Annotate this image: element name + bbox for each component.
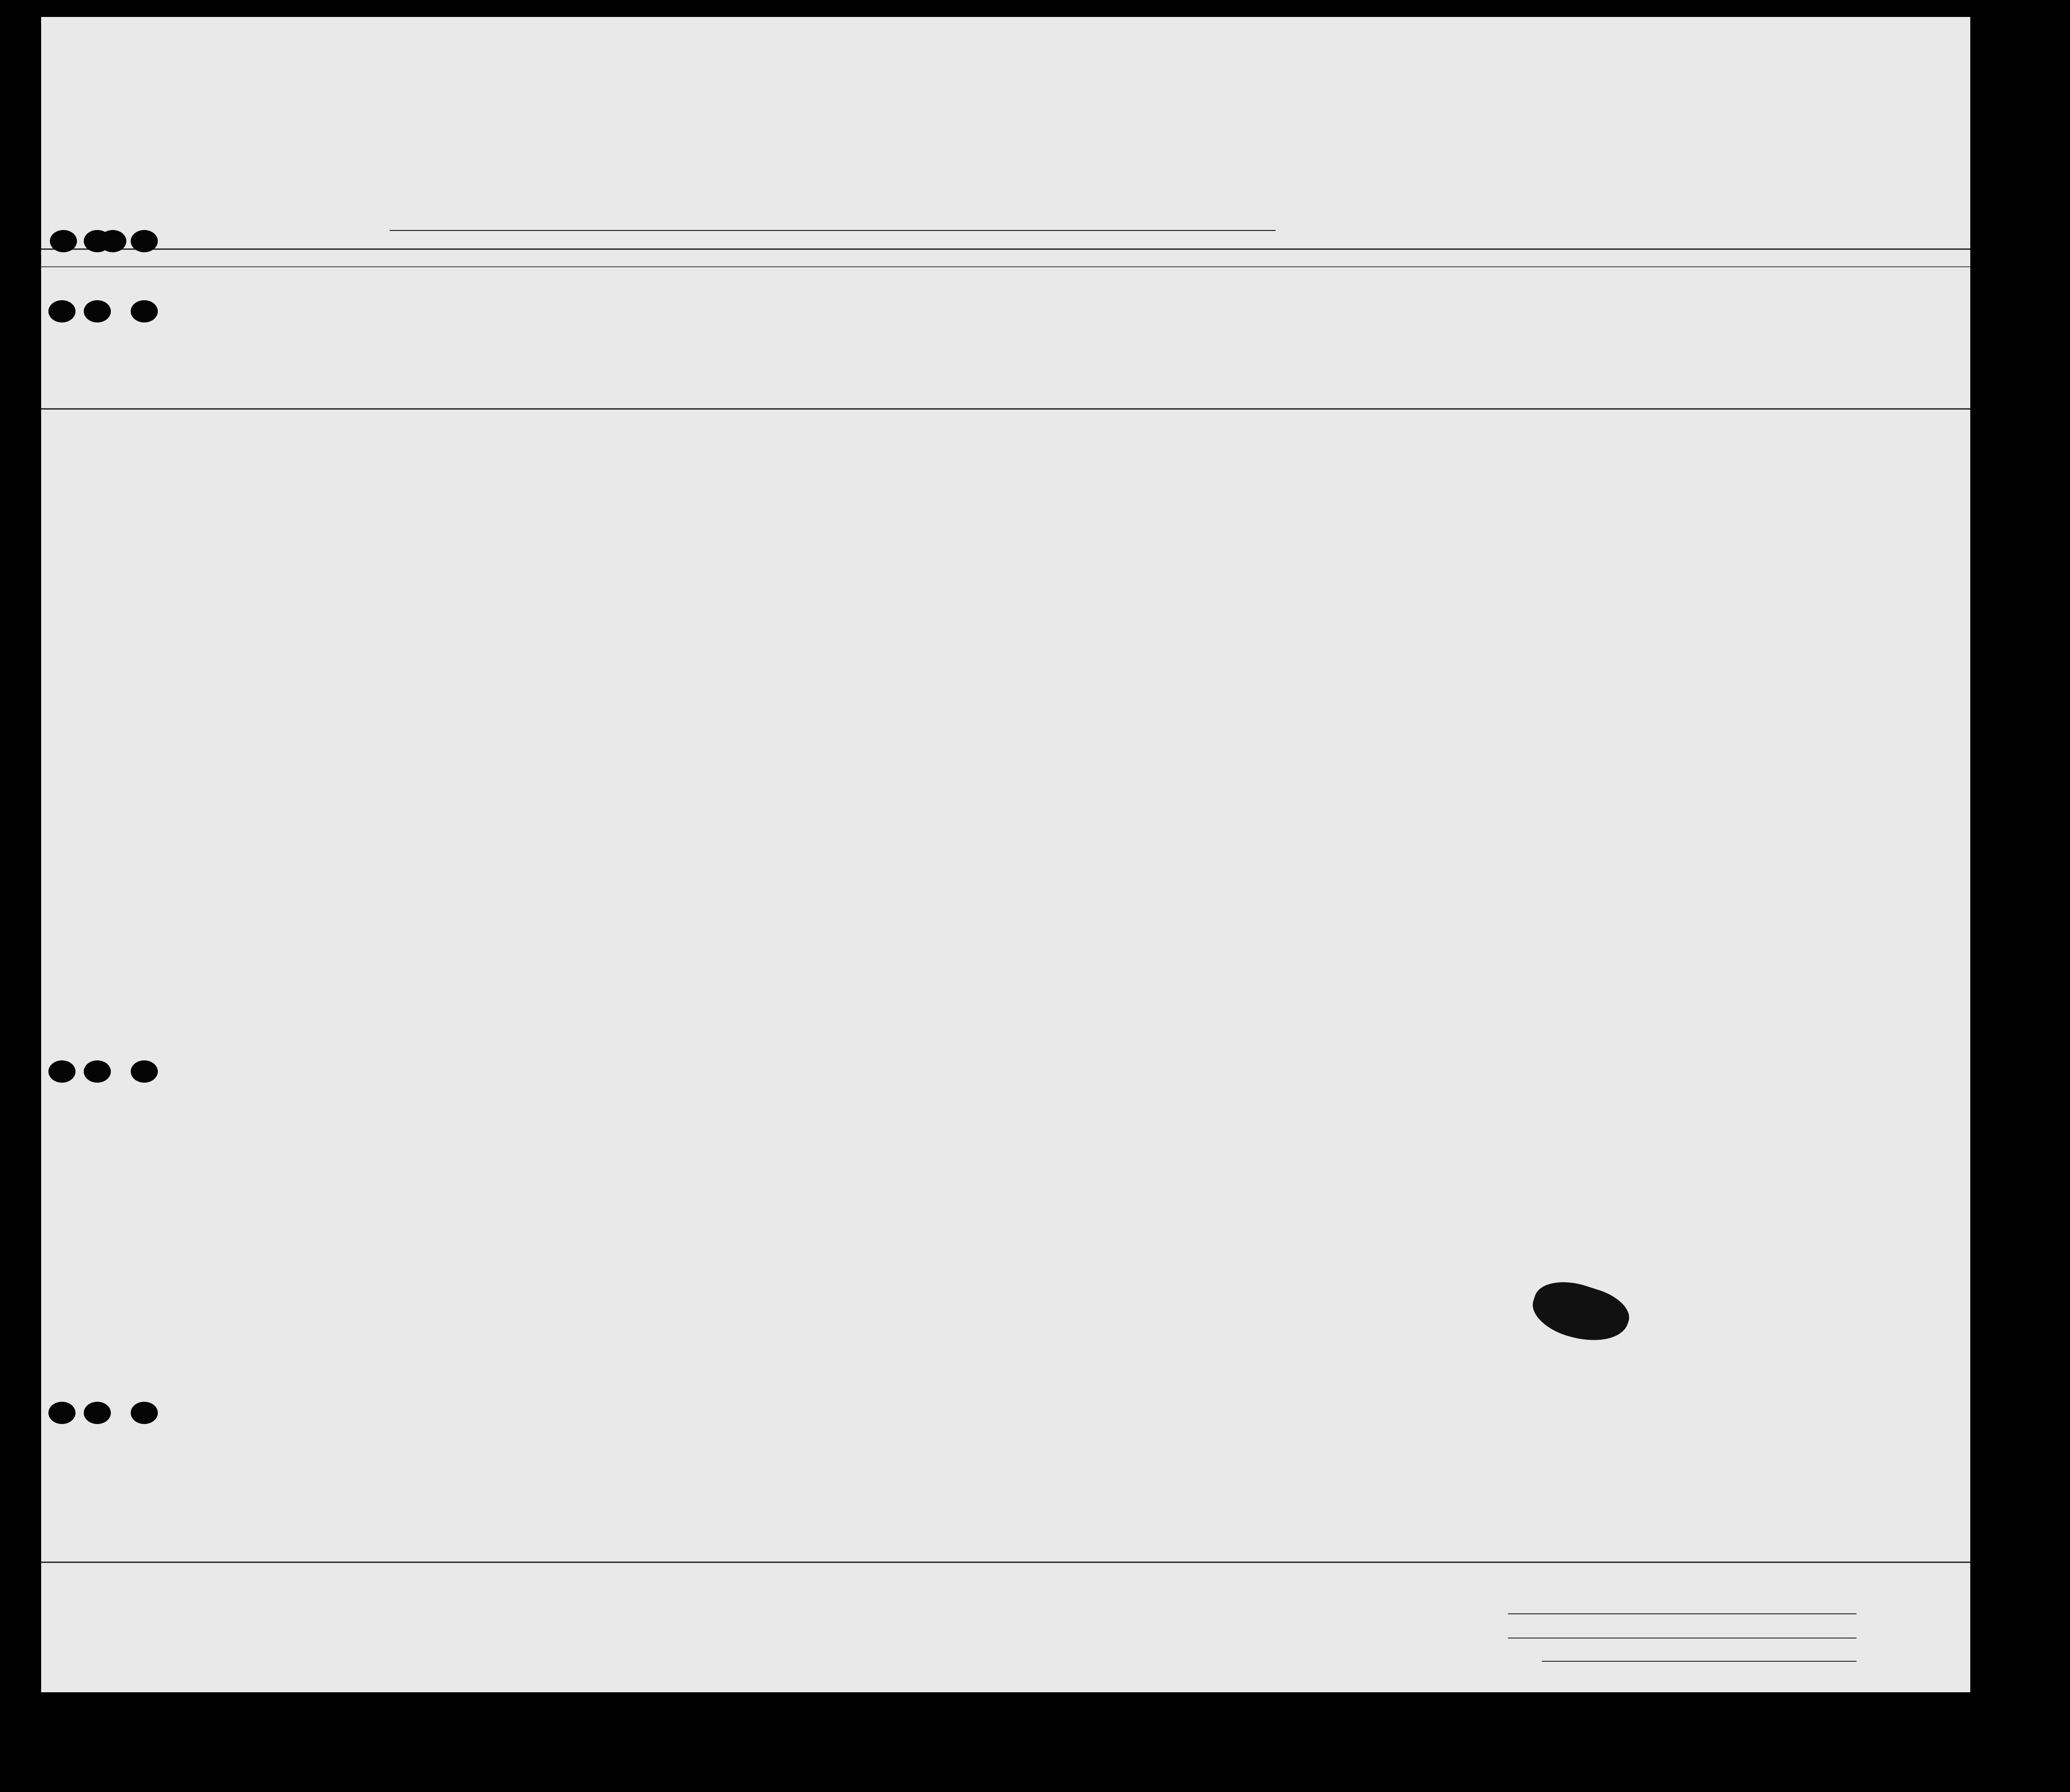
manifest-page: [41, 17, 1970, 1692]
ink-blot: [1526, 1272, 1635, 1352]
